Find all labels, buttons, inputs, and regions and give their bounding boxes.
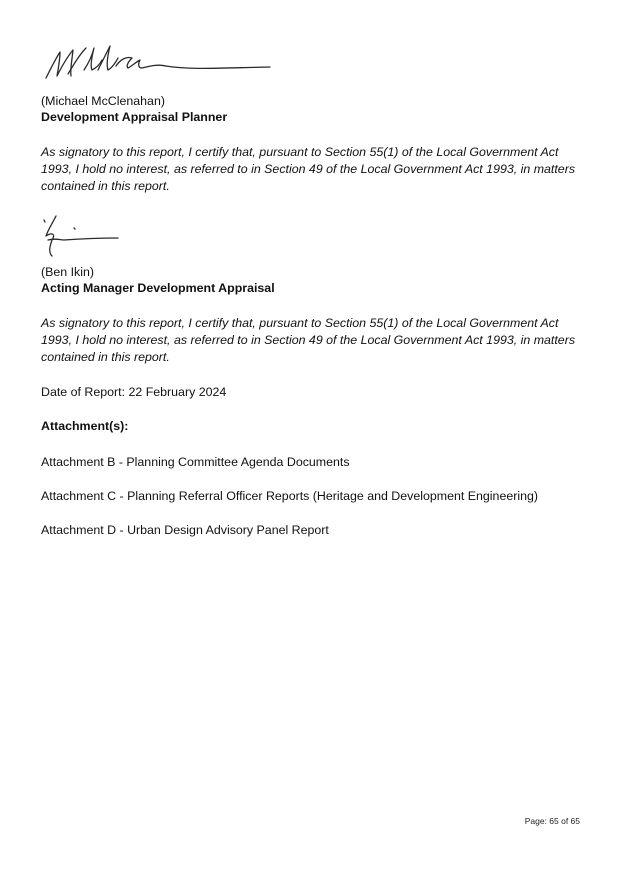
attachment-item: Attachment B - Planning Committee Agenda Documents xyxy=(41,455,350,469)
signatory1-title: Development Appraisal Planner xyxy=(41,110,228,124)
attachment-item: Attachment D - Urban Design Advisory Panel Report xyxy=(41,523,329,537)
signatory1-name: (Michael McClenahan) xyxy=(41,94,165,108)
signature-ben-ikin xyxy=(38,210,128,260)
signatory2-statement: As signatory to this report, I certify that, pursuant to Section 55(1) of the Local Government Act 1993, I hold no interest, as referred to in Section 49 of the Local Government Act 1993, in matters contained in this report. xyxy=(41,316,576,364)
attachment-item: Attachment C - Planning Referral Officer Reports (Heritage and Development Engineering) xyxy=(41,489,539,503)
signatory2-title: Acting Manager Development Appraisal xyxy=(41,281,275,295)
report-date: Date of Report: 22 February 2024 xyxy=(41,385,227,399)
signatory2-name: (Ben Ikin) xyxy=(41,265,95,279)
page-number: Page: 65 of 65 xyxy=(524,816,580,826)
attachments-heading: Attachment(s): xyxy=(41,419,129,433)
signatory1-statement: As signatory to this report, I certify that, pursuant to Section 55(1) of the Local Government Act 1993, I hold no interest, as referred to in Section 49 of the Local Government Act 1993, in matters contained in this report. xyxy=(41,145,576,193)
signature-michael-mcclenahan xyxy=(40,40,280,86)
